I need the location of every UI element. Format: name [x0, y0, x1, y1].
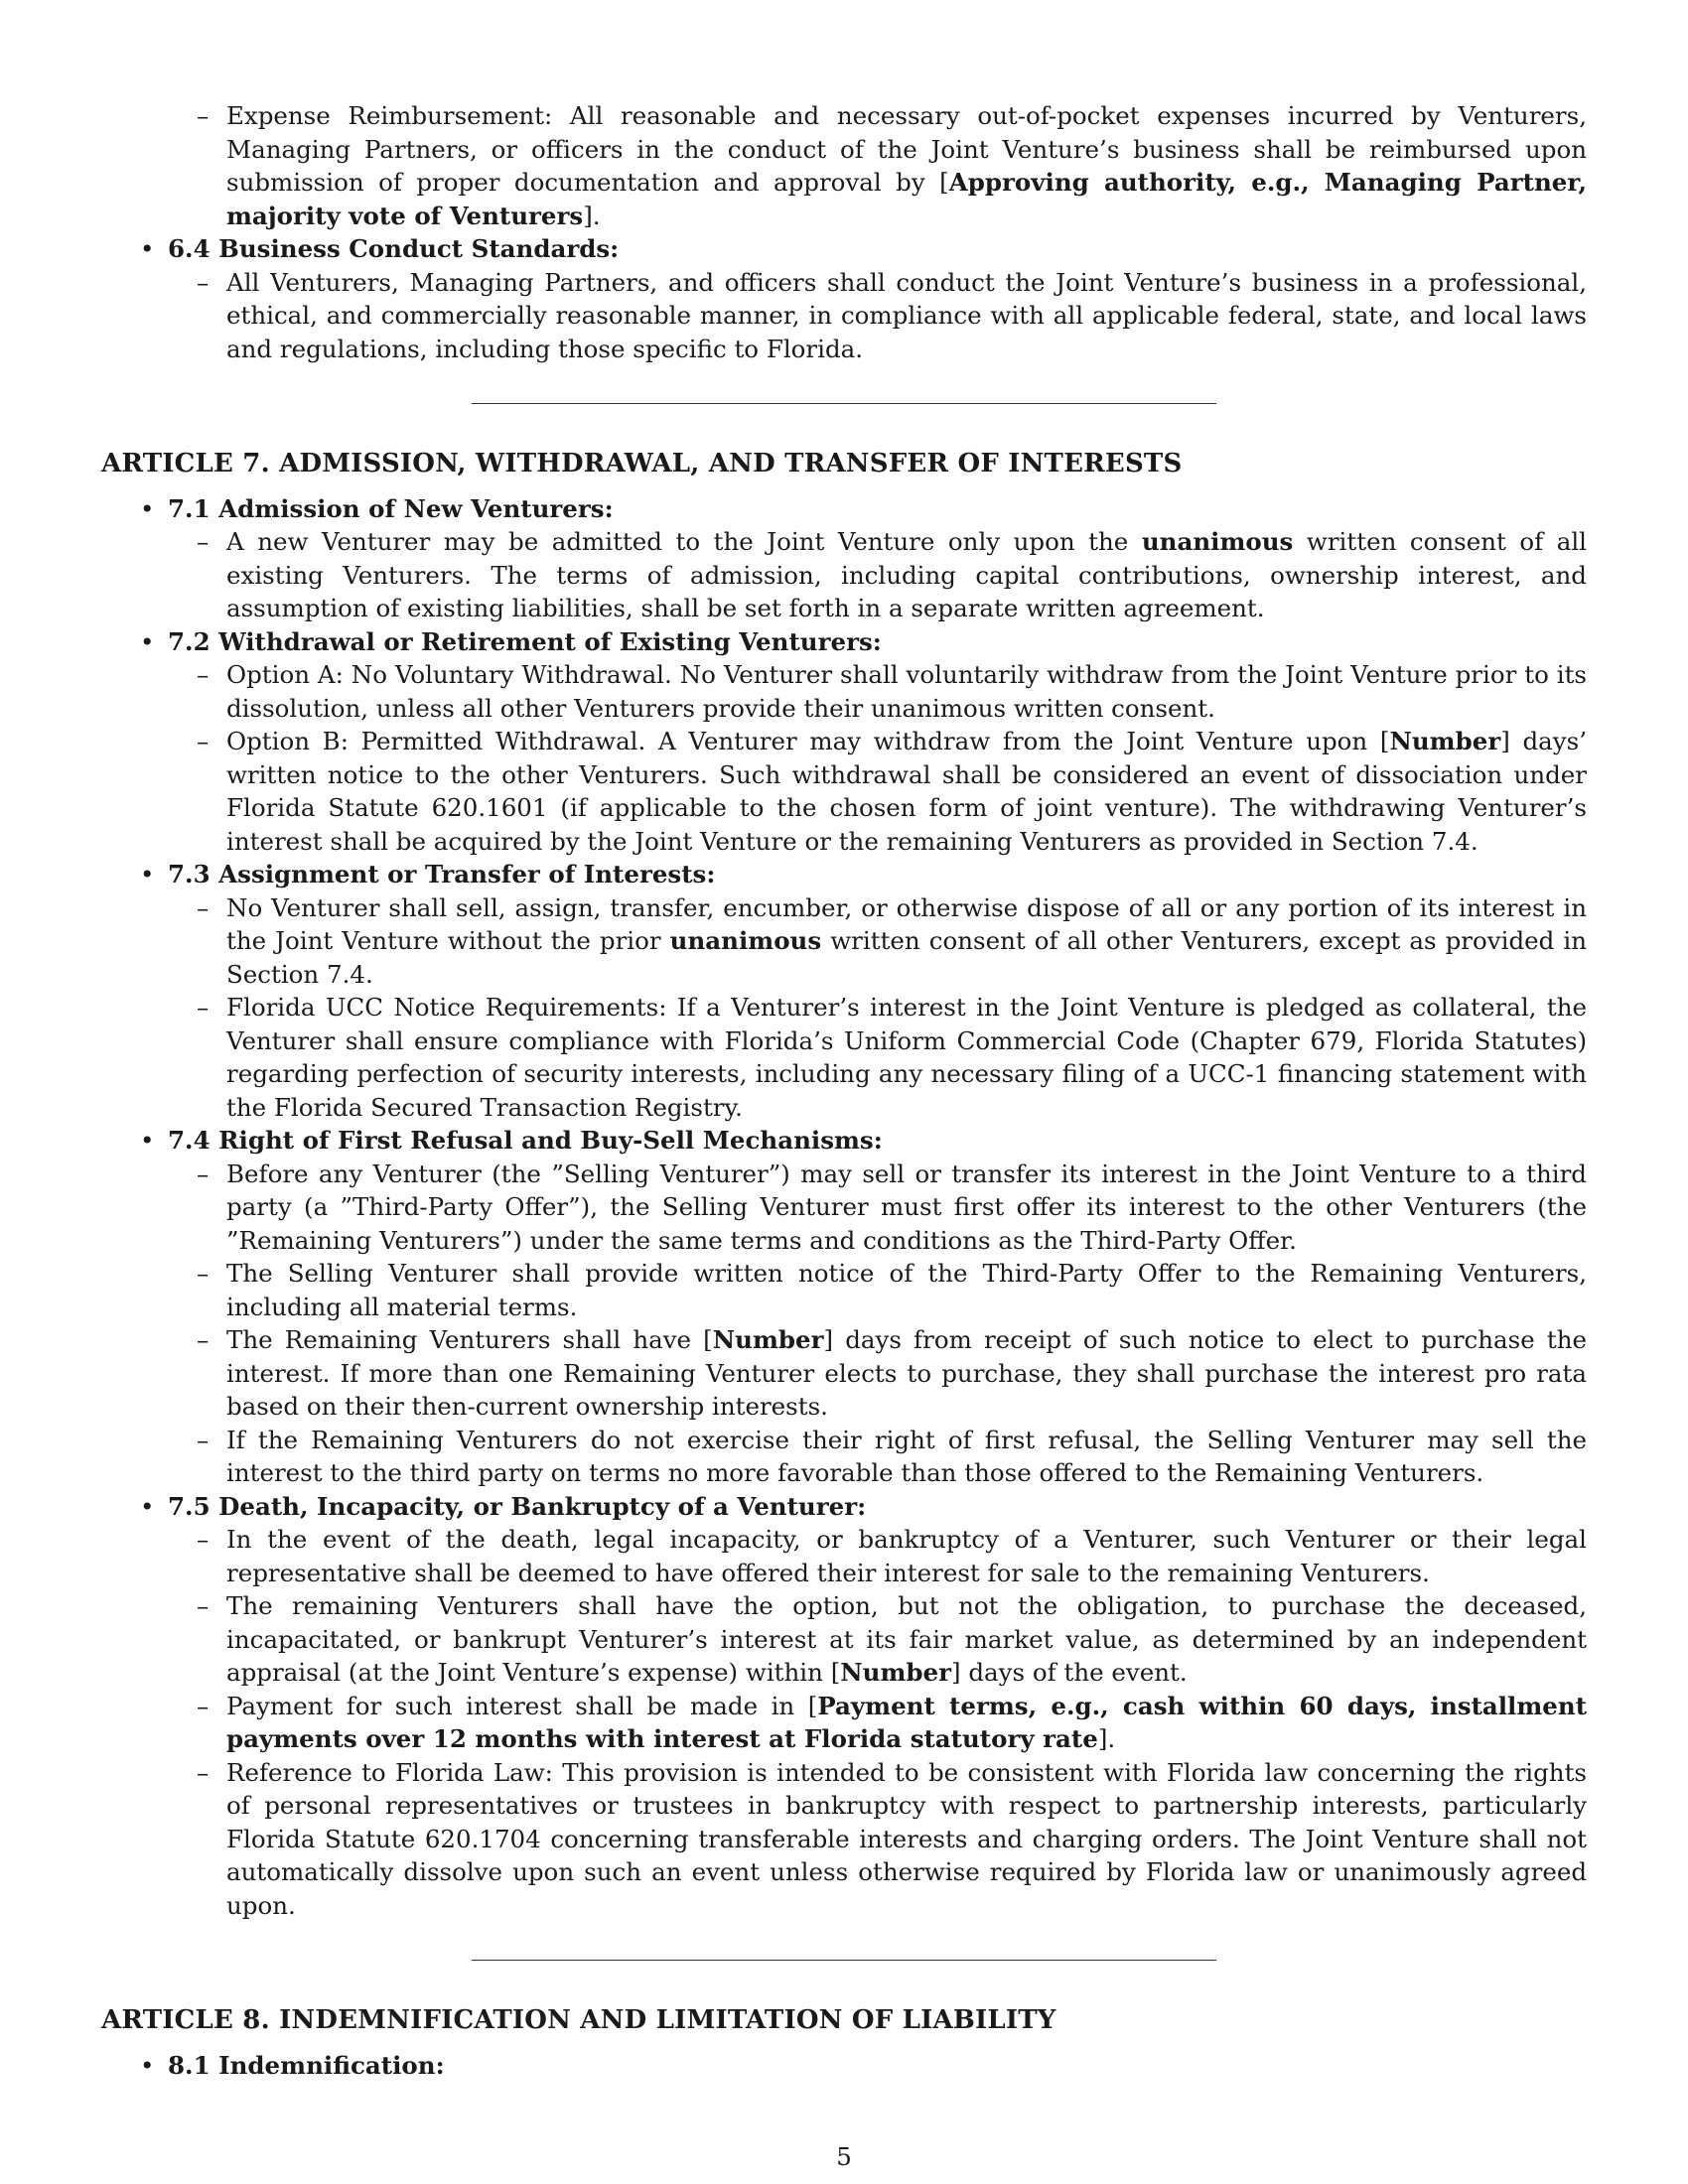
section-7-5-item-4: – Reference to Florida Law: This provision is intended to be consistent with Florida law concerning the rights of personal representatives or trustees in bankruptcy with respect to partnership interests, particularly Florida Statute 620.1704 concerning transferable interests and charging orders. The Joint Venture shall not automatically dissolve upon such an event unless otherwise required by Florida law or unanimously agreed upon. [226, 1756, 1587, 1923]
section-7-4-item-3: – The Remaining Venturers shall have [Number] days from receipt of such notice to elect to purchase the interest. If more than one Remaining Venturer elects to purchase, they shall purchase the interest pro rata based on their then-current ownership interests. [226, 1323, 1587, 1424]
section-7-3-item-2: – Florida UCC Notice Requirements: If a Venturer’s interest in the Joint Venture is pledged as collateral, the Venturer shall ensure compliance with Florida’s Uniform Commercial Code (Chapter 679, Florida Statutes) regarding perfection of security interests, including any necessary filing of a UCC-1 financing statement with the Florida Secured Transaction Registry. [226, 991, 1587, 1124]
expense-reimbursement-item: – Expense Reimbursement: All reasonable and necessary out-of-pocket expenses incurred by Venturers, Managing Partners, or officers in the conduct of the Joint Venture’s business shall be reimbursed upon submission of proper documentation and approval by [Approving authority, e.g., Managing Partner, majority vote of Venturers]. [226, 99, 1587, 232]
section-7-5-heading: • 7.5 Death, Incapacity, or Bankruptcy of a Venturer: [168, 1490, 1587, 1524]
section-6-4-item: – All Venturers, Managing Partners, and officers shall conduct the Joint Venture’s business in a professional, ethical, and commercially reasonable manner, in compliance with all applicable federal, state, and local laws and regulations, including those specific to Florida. [226, 266, 1587, 366]
section-7-5-item-3: – Payment for such interest shall be made in [Payment terms, e.g., cash within 60 days, installment payments over 12 months with interest at Florida statutory rate]. [226, 1690, 1587, 1756]
section-7-3-item-1: – No Venturer shall sell, assign, transfer, encumber, or otherwise dispose of all or any portion of its interest in the Joint Venture without the prior unanimous written consent of all other Venturers, except as provided in Section 7.4. [226, 891, 1587, 992]
section-7-1-item: – A new Venturer may be admitted to the Joint Venture only upon the unanimous written consent of all existing Venturers. The terms of admission, including capital contributions, ownership interest, and assumption of existing liabilities, shall be set forth in a separate written agreement. [226, 525, 1587, 625]
article-7-title: ARTICLE 7. ADMISSION, WITHDRAWAL, AND TRANSFER OF INTERESTS [101, 449, 1183, 478]
section-7-4-heading: • 7.4 Right of First Refusal and Buy-Sell Mechanisms: [168, 1124, 1587, 1158]
section-8-1-heading: • 8.1 Indemnification: [168, 2049, 1587, 2083]
section-7-5-item-1: – In the event of the death, legal incapacity, or bankruptcy of a Venturer, such Venturer or their legal representative shall be deemed to have offered their interest for sale to the remaining Venturers. [226, 1523, 1587, 1589]
article-8-title: ARTICLE 8. INDEMNIFICATION AND LIMITATION OF LIABILITY [101, 2005, 1056, 2035]
section-7-1-heading: • 7.1 Admission of New Venturers: [168, 492, 1587, 526]
section-7-3-heading: • 7.3 Assignment or Transfer of Interests: [168, 858, 1587, 891]
section-7-4-item-1: – Before any Venturer (the ”Selling Venturer”) may sell or transfer its interest in the Joint Venture to a third party (a ”Third-Party Offer”), the Selling Venturer must first offer its interest to the other Venturers (the ”Remaining Venturers”) under the same terms and conditions as the Third-Party Offer. [226, 1158, 1587, 1258]
section-divider [472, 403, 1216, 404]
section-6-4-heading: • 6.4 Business Conduct Standards: [168, 232, 1587, 266]
section-7-5-item-2: – The remaining Venturers shall have the option, but not the obligation, to purchase the deceased, incapacitated, or bankrupt Venturer’s interest at its fair market value, as determined by an independent appraisal (at the Joint Venture’s expense) within [Number] days of the event. [226, 1589, 1587, 1690]
section-7-2-heading: • 7.2 Withdrawal or Retirement of Existing Venturers: [168, 625, 1587, 659]
page-number: 5 [836, 2142, 852, 2171]
document-page [101, 99, 1587, 2082]
section-divider [472, 1960, 1216, 1961]
section-7-4-item-2: – The Selling Venturer shall provide written notice of the Third-Party Offer to the Remaining Venturers, including all material terms. [226, 1257, 1587, 1323]
section-7-2-option-a: – Option A: No Voluntary Withdrawal. No Venturer shall voluntarily withdraw from the Joint Venture prior to its dissolution, unless all other Venturers provide their unanimous written consent. [226, 658, 1587, 725]
section-7-2-option-b: – Option B: Permitted Withdrawal. A Venturer may withdraw from the Joint Venture upon [Number] days’ written notice to the other Venturers. Such withdrawal shall be considered an event of dissociation under Florida Statute 620.1601 (if applicable to the chosen form of joint venture). The withdrawing Venturer’s interest shall be acquired by the Joint Venture or the remaining Venturers as provided in Section 7.4. [226, 725, 1587, 858]
section-7-4-item-4: – If the Remaining Venturers do not exercise their right of first refusal, the Selling Venturer may sell the interest to the third party on terms no more favorable than those offered to the Remaining Venturers. [226, 1424, 1587, 1490]
